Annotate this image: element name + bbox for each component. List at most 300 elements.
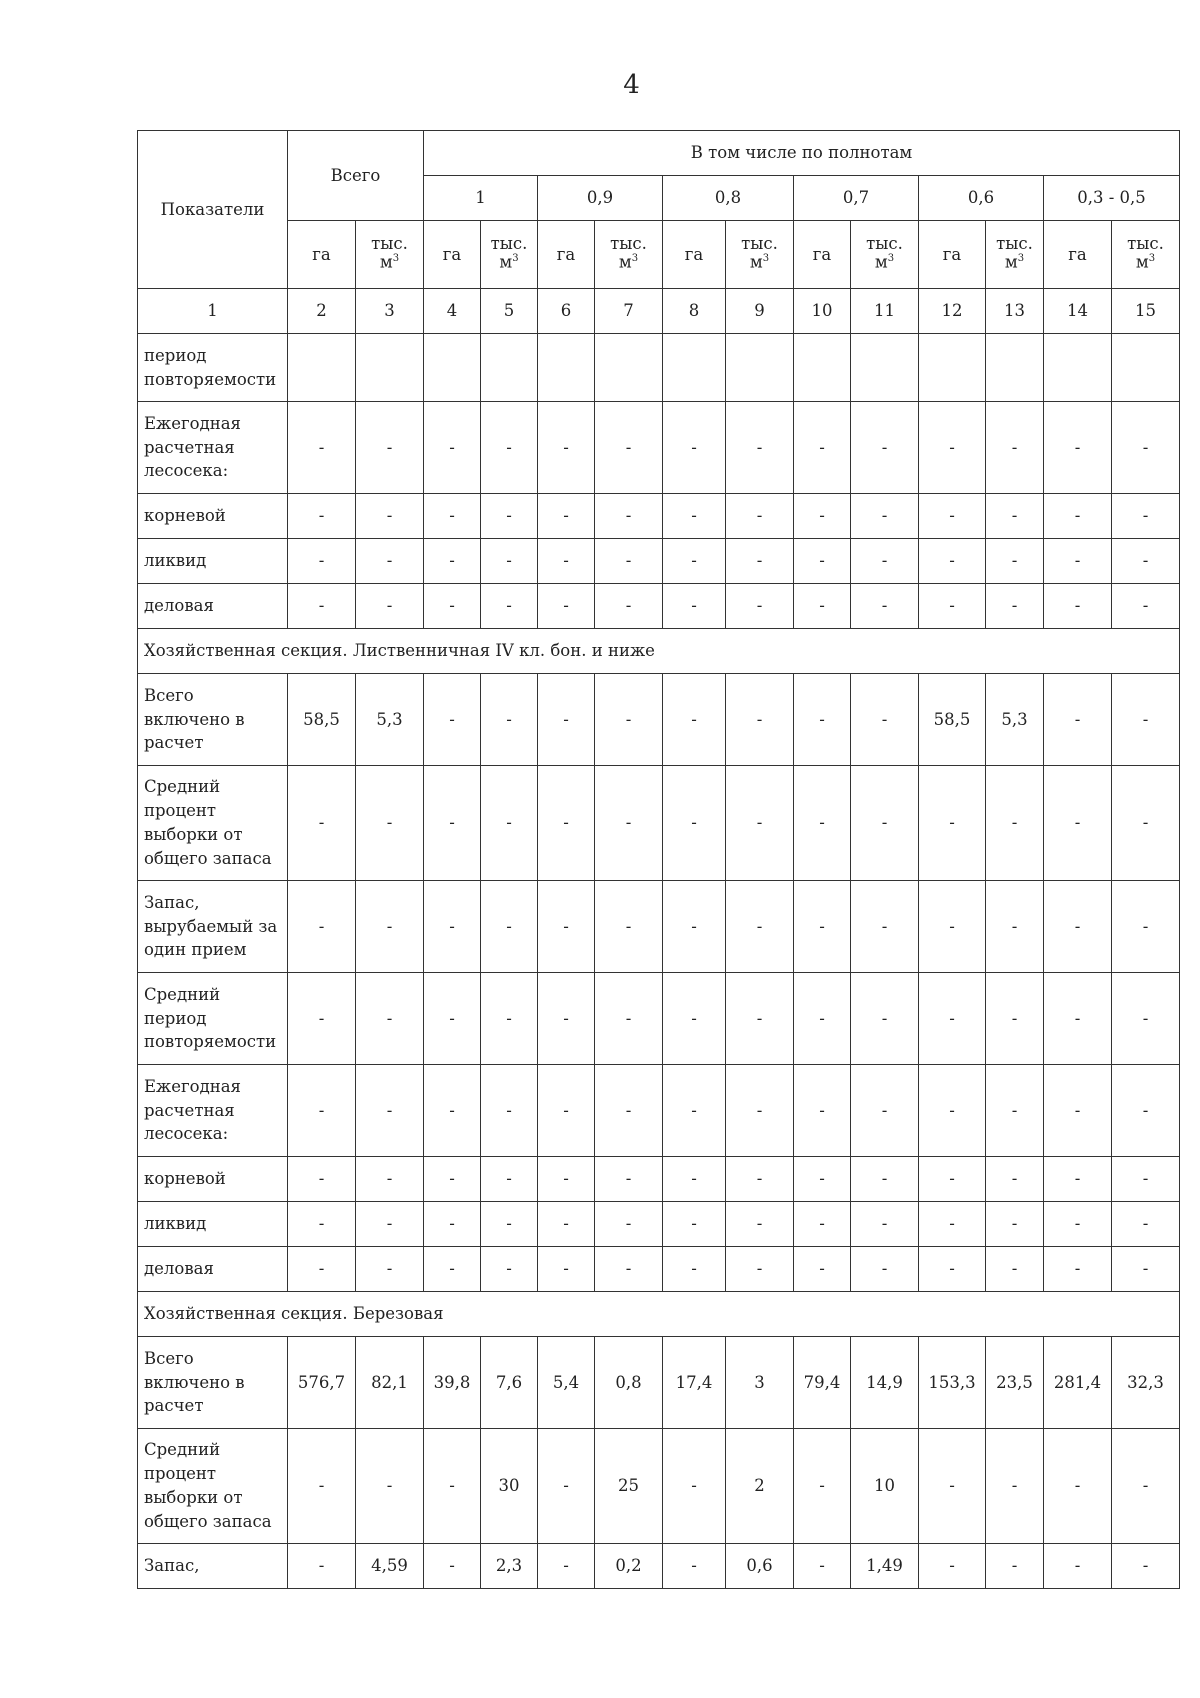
table-cell: 281,4 [1044, 1337, 1112, 1429]
row-label: Средний период повторяемости [138, 973, 288, 1065]
table-cell: - [288, 1065, 356, 1157]
table-cell: - [663, 766, 726, 881]
unit-thousand-m3 [356, 221, 424, 289]
table-cell: - [1044, 402, 1112, 494]
table-cell: - [356, 881, 424, 973]
table-cell: - [726, 1202, 794, 1247]
table-cell: - [663, 584, 726, 629]
table-cell: - [663, 881, 726, 973]
table-cell: - [288, 1429, 356, 1544]
table-cell: - [919, 1065, 986, 1157]
table-cell: - [794, 674, 851, 766]
table-cell: - [851, 674, 919, 766]
table-cell: - [595, 1157, 663, 1202]
table-cell: - [726, 674, 794, 766]
table-cell: - [663, 1247, 726, 1292]
unit-thousand-m3 [481, 221, 538, 289]
table-cell: - [726, 881, 794, 973]
table-cell: - [1112, 674, 1180, 766]
table-cell: - [424, 1247, 481, 1292]
table-cell [794, 334, 851, 402]
table-cell: - [794, 1157, 851, 1202]
density-header: 0,8 [663, 176, 794, 221]
table-cell: - [794, 539, 851, 584]
density-header: 0,6 [919, 176, 1044, 221]
table-cell: - [1112, 1544, 1180, 1589]
table-cell: 2,3 [481, 1544, 538, 1589]
table-row [138, 1337, 1180, 1429]
table-cell: - [1112, 1065, 1180, 1157]
density-header: 1 [424, 176, 538, 221]
table-cell: - [356, 402, 424, 494]
column-number: 9 [726, 289, 794, 334]
table-cell [1112, 334, 1180, 402]
table-cell [726, 334, 794, 402]
section-title: Хозяйственная секция. Лиственничная IV кл. бон. и ниже [138, 629, 1180, 674]
table-cell: - [1112, 539, 1180, 584]
table-cell: - [356, 973, 424, 1065]
table-cell: - [919, 1429, 986, 1544]
table-cell: - [919, 584, 986, 629]
table-cell: - [919, 1544, 986, 1589]
table-cell: - [595, 973, 663, 1065]
table-row [138, 1202, 1180, 1247]
table-cell: 58,5 [288, 674, 356, 766]
table-cell: - [424, 1544, 481, 1589]
row-label: период повторяемости [138, 334, 288, 402]
section-row [138, 629, 1180, 674]
table-cell: - [288, 402, 356, 494]
table-cell: - [986, 1157, 1044, 1202]
unit-m-label: м [379, 252, 393, 272]
table-cell: - [794, 1429, 851, 1544]
table-cell: - [481, 973, 538, 1065]
table-cell: 10 [851, 1429, 919, 1544]
table-cell: 2 [726, 1429, 794, 1544]
table-cell: - [1112, 1247, 1180, 1292]
table-cell: - [726, 402, 794, 494]
unit-thousand-label: тыс. [371, 233, 408, 253]
table-cell: - [595, 1202, 663, 1247]
table-cell: - [538, 766, 595, 881]
row-label: ликвид [138, 539, 288, 584]
header-indicators: Показатели [138, 131, 288, 289]
page-number: 4 [623, 70, 640, 100]
table-cell: 153,3 [919, 1337, 986, 1429]
table-cell: - [986, 494, 1044, 539]
table-cell: - [288, 1247, 356, 1292]
table-cell: - [986, 766, 1044, 881]
table-cell: - [986, 402, 1044, 494]
table-cell: - [919, 402, 986, 494]
unit-exponent: 3 [1017, 252, 1025, 264]
table-cell: 58,5 [919, 674, 986, 766]
row-label: корневой [138, 494, 288, 539]
table-cell: - [794, 1202, 851, 1247]
table-cell: - [794, 973, 851, 1065]
table-cell: 82,1 [356, 1337, 424, 1429]
table-cell: - [726, 766, 794, 881]
table-cell: - [986, 1544, 1044, 1589]
column-number: 13 [986, 289, 1044, 334]
header-total: Всего [288, 131, 424, 221]
table-cell: - [538, 584, 595, 629]
table-cell: - [1044, 881, 1112, 973]
table-cell: 32,3 [1112, 1337, 1180, 1429]
table-cell: - [538, 1065, 595, 1157]
table-cell: - [1044, 973, 1112, 1065]
table-cell: - [595, 766, 663, 881]
unit-exponent: 3 [392, 252, 400, 264]
table-cell: - [986, 539, 1044, 584]
table-cell: - [919, 766, 986, 881]
table-cell: - [288, 539, 356, 584]
table-row [138, 973, 1180, 1065]
table-cell: - [1044, 1544, 1112, 1589]
unit-thousand-m3 [986, 221, 1044, 289]
unit-thousand-m3 [595, 221, 663, 289]
table-cell: 7,6 [481, 1337, 538, 1429]
table-cell: - [356, 1065, 424, 1157]
table-cell: - [288, 881, 356, 973]
table-cell: - [663, 1544, 726, 1589]
table-cell: - [986, 1065, 1044, 1157]
column-numbers-row [138, 289, 1180, 334]
table-cell: - [481, 539, 538, 584]
table-cell: - [1044, 1429, 1112, 1544]
table-cell: - [1112, 494, 1180, 539]
table-cell: - [851, 973, 919, 1065]
unit-m-label: м [1004, 252, 1018, 272]
table-cell: - [919, 973, 986, 1065]
table-cell: - [986, 973, 1044, 1065]
table-cell: - [851, 539, 919, 584]
table-cell: - [424, 881, 481, 973]
table-cell: - [356, 1202, 424, 1247]
table-cell: - [356, 539, 424, 584]
table-cell: - [851, 1202, 919, 1247]
table-cell: - [288, 1544, 356, 1589]
table-cell: - [356, 494, 424, 539]
table-cell: - [424, 539, 481, 584]
table-cell: 23,5 [986, 1337, 1044, 1429]
table-cell: - [538, 973, 595, 1065]
table-cell: - [424, 1157, 481, 1202]
density-header: 0,3 - 0,5 [1044, 176, 1180, 221]
table-cell: - [794, 1247, 851, 1292]
table-cell: - [663, 402, 726, 494]
table-cell: - [663, 539, 726, 584]
table-row [138, 1544, 1180, 1589]
table-cell: - [481, 1202, 538, 1247]
table-cell: - [538, 494, 595, 539]
unit-m-label: м [749, 252, 763, 272]
unit-thousand-label: тыс. [490, 233, 528, 253]
table-cell: - [726, 539, 794, 584]
table-cell: - [595, 674, 663, 766]
table-cell: 17,4 [663, 1337, 726, 1429]
table-cell: - [986, 1247, 1044, 1292]
table-cell: - [794, 584, 851, 629]
table-cell: - [424, 973, 481, 1065]
table-row [138, 402, 1180, 494]
unit-thousand-label: тыс. [610, 233, 647, 253]
unit-thousand-label: тыс. [741, 233, 778, 253]
table-cell: - [986, 584, 1044, 629]
unit-m-label: м [1135, 252, 1149, 272]
unit-thousand-label: тыс. [866, 233, 903, 253]
unit-exponent: 3 [512, 252, 519, 264]
table-cell: - [356, 1247, 424, 1292]
table-cell [424, 334, 481, 402]
table-cell: - [663, 973, 726, 1065]
row-label: Ежегодная расчетная лесосека: [138, 402, 288, 494]
table-cell: - [919, 881, 986, 973]
table-row [138, 494, 1180, 539]
table-cell [851, 334, 919, 402]
column-number: 1 [138, 289, 288, 334]
row-label: деловая [138, 1247, 288, 1292]
table-cell: - [1044, 584, 1112, 629]
column-number: 14 [1044, 289, 1112, 334]
table-cell: - [1044, 766, 1112, 881]
header-units-row [138, 221, 1180, 289]
table-cell: - [538, 1429, 595, 1544]
row-label: Средний процент выборки от общего запаса [138, 1429, 288, 1544]
unit-ha: га [663, 221, 726, 289]
table-cell: - [595, 494, 663, 539]
table-cell: - [1044, 1065, 1112, 1157]
row-label: Всего включено в расчет [138, 674, 288, 766]
table-cell: 576,7 [288, 1337, 356, 1429]
table-cell: - [288, 494, 356, 539]
table-row [138, 1065, 1180, 1157]
table-row [138, 766, 1180, 881]
table-cell: - [851, 1065, 919, 1157]
table-cell: - [663, 1065, 726, 1157]
table-cell: - [919, 539, 986, 584]
row-label: корневой [138, 1157, 288, 1202]
table-cell: 5,3 [986, 674, 1044, 766]
column-number: 5 [481, 289, 538, 334]
section-row [138, 1292, 1180, 1337]
table-cell: - [794, 1544, 851, 1589]
table-cell: - [1044, 494, 1112, 539]
row-label: Всего включено в расчет [138, 1337, 288, 1429]
table-cell: - [356, 584, 424, 629]
column-number: 6 [538, 289, 595, 334]
table-cell: 0,2 [595, 1544, 663, 1589]
table-cell: - [481, 1247, 538, 1292]
table-cell: - [726, 494, 794, 539]
table-cell: 0,8 [595, 1337, 663, 1429]
table-cell: - [851, 766, 919, 881]
row-label: Ежегодная расчетная лесосека: [138, 1065, 288, 1157]
row-label: Средний процент выборки от общего запаса [138, 766, 288, 881]
table-cell: - [481, 584, 538, 629]
table-cell: 30 [481, 1429, 538, 1544]
table-cell: - [595, 402, 663, 494]
section-title: Хозяйственная секция. Березовая [138, 1292, 1180, 1337]
unit-ha: га [424, 221, 481, 289]
table-row [138, 674, 1180, 766]
table-cell: - [538, 1544, 595, 1589]
unit-thousand-m3 [726, 221, 794, 289]
unit-exponent: 3 [631, 252, 639, 264]
table-cell: - [424, 766, 481, 881]
table-cell: - [1044, 1157, 1112, 1202]
header-row-1 [138, 131, 1180, 176]
table-row [138, 539, 1180, 584]
table-cell: - [851, 1247, 919, 1292]
column-number: 12 [919, 289, 986, 334]
header-by-density: В том числе по полнотам [424, 131, 1180, 176]
unit-thousand-label: тыс. [996, 233, 1033, 253]
unit-thousand-m3 [851, 221, 919, 289]
column-number: 3 [356, 289, 424, 334]
unit-ha: га [288, 221, 356, 289]
table-cell: - [1044, 674, 1112, 766]
table-cell: - [356, 1157, 424, 1202]
unit-ha: га [1044, 221, 1112, 289]
row-label: деловая [138, 584, 288, 629]
table-cell: - [986, 1429, 1044, 1544]
table-cell: 0,6 [726, 1544, 794, 1589]
table-cell: - [481, 766, 538, 881]
table-cell: - [1112, 584, 1180, 629]
table-cell [595, 334, 663, 402]
table-cell [481, 334, 538, 402]
table-cell: - [1112, 1157, 1180, 1202]
table-cell: - [595, 584, 663, 629]
unit-exponent: 3 [1148, 252, 1156, 264]
table-cell [663, 334, 726, 402]
table-cell: - [794, 494, 851, 539]
table-row [138, 1247, 1180, 1292]
table-cell: - [538, 539, 595, 584]
table-cell: - [794, 881, 851, 973]
unit-ha: га [538, 221, 595, 289]
density-header: 0,9 [538, 176, 663, 221]
table-cell: - [424, 402, 481, 494]
table-cell: - [424, 494, 481, 539]
table-row [138, 1157, 1180, 1202]
table-cell: - [481, 1065, 538, 1157]
table-cell: - [538, 1202, 595, 1247]
table-cell: - [1112, 973, 1180, 1065]
table-cell: 4,59 [356, 1544, 424, 1589]
table-cell: - [986, 1202, 1044, 1247]
row-label: ликвид [138, 1202, 288, 1247]
table-cell: - [851, 1157, 919, 1202]
table-cell: - [538, 402, 595, 494]
table-row [138, 881, 1180, 973]
table-cell: 5,3 [356, 674, 424, 766]
table-cell: - [663, 674, 726, 766]
table-cell: - [851, 402, 919, 494]
table-cell: - [663, 1202, 726, 1247]
table-cell: - [1112, 881, 1180, 973]
table-cell: - [663, 494, 726, 539]
column-number: 10 [794, 289, 851, 334]
table-cell: - [794, 402, 851, 494]
table-cell: - [726, 1157, 794, 1202]
table-cell [538, 334, 595, 402]
table-cell: - [595, 1247, 663, 1292]
density-header: 0,7 [794, 176, 919, 221]
table-cell: - [919, 1157, 986, 1202]
table-cell: - [481, 674, 538, 766]
column-number: 7 [595, 289, 663, 334]
unit-exponent: 3 [887, 252, 895, 264]
table-cell: - [424, 1202, 481, 1247]
table-cell: - [424, 1429, 481, 1544]
table-cell: - [1112, 1202, 1180, 1247]
table-cell: - [794, 766, 851, 881]
table-cell: 14,9 [851, 1337, 919, 1429]
unit-exponent: 3 [762, 252, 770, 264]
table-cell: - [1112, 766, 1180, 881]
table-cell: - [1044, 1202, 1112, 1247]
unit-m-label: м [874, 252, 888, 272]
table-cell: - [481, 402, 538, 494]
table-cell: - [919, 494, 986, 539]
table-cell: - [1112, 402, 1180, 494]
unit-m-label: м [499, 252, 513, 272]
table-cell: - [356, 766, 424, 881]
table-cell [986, 334, 1044, 402]
table-cell: - [288, 584, 356, 629]
table-row [138, 334, 1180, 402]
table-cell: - [538, 1157, 595, 1202]
table-cell: - [851, 881, 919, 973]
table-cell: - [726, 1247, 794, 1292]
unit-ha: га [919, 221, 986, 289]
unit-ha: га [794, 221, 851, 289]
table-cell [1044, 334, 1112, 402]
table-cell: - [288, 1202, 356, 1247]
table-cell: - [595, 1065, 663, 1157]
table-row [138, 584, 1180, 629]
table-cell: - [1044, 539, 1112, 584]
table-cell: - [424, 1065, 481, 1157]
table-cell: - [919, 1247, 986, 1292]
table-cell: - [1112, 1429, 1180, 1544]
unit-m-label: м [618, 252, 632, 272]
table-cell: 39,8 [424, 1337, 481, 1429]
table-cell: - [538, 881, 595, 973]
row-label: Запас, вырубаемый за один прием [138, 881, 288, 973]
table-cell: - [424, 674, 481, 766]
column-number: 8 [663, 289, 726, 334]
table-cell [919, 334, 986, 402]
table-cell: - [919, 1202, 986, 1247]
table-cell: - [726, 973, 794, 1065]
table-cell: 25 [595, 1429, 663, 1544]
table-cell: 5,4 [538, 1337, 595, 1429]
table-cell: - [538, 674, 595, 766]
table-cell: - [288, 973, 356, 1065]
table-cell: - [663, 1157, 726, 1202]
table-cell: - [794, 1065, 851, 1157]
table-cell: - [538, 1247, 595, 1292]
table-cell: - [1044, 1247, 1112, 1292]
table-cell: - [424, 584, 481, 629]
table-cell: - [851, 584, 919, 629]
table-cell: - [851, 494, 919, 539]
table-cell: - [726, 1065, 794, 1157]
table-cell [288, 334, 356, 402]
